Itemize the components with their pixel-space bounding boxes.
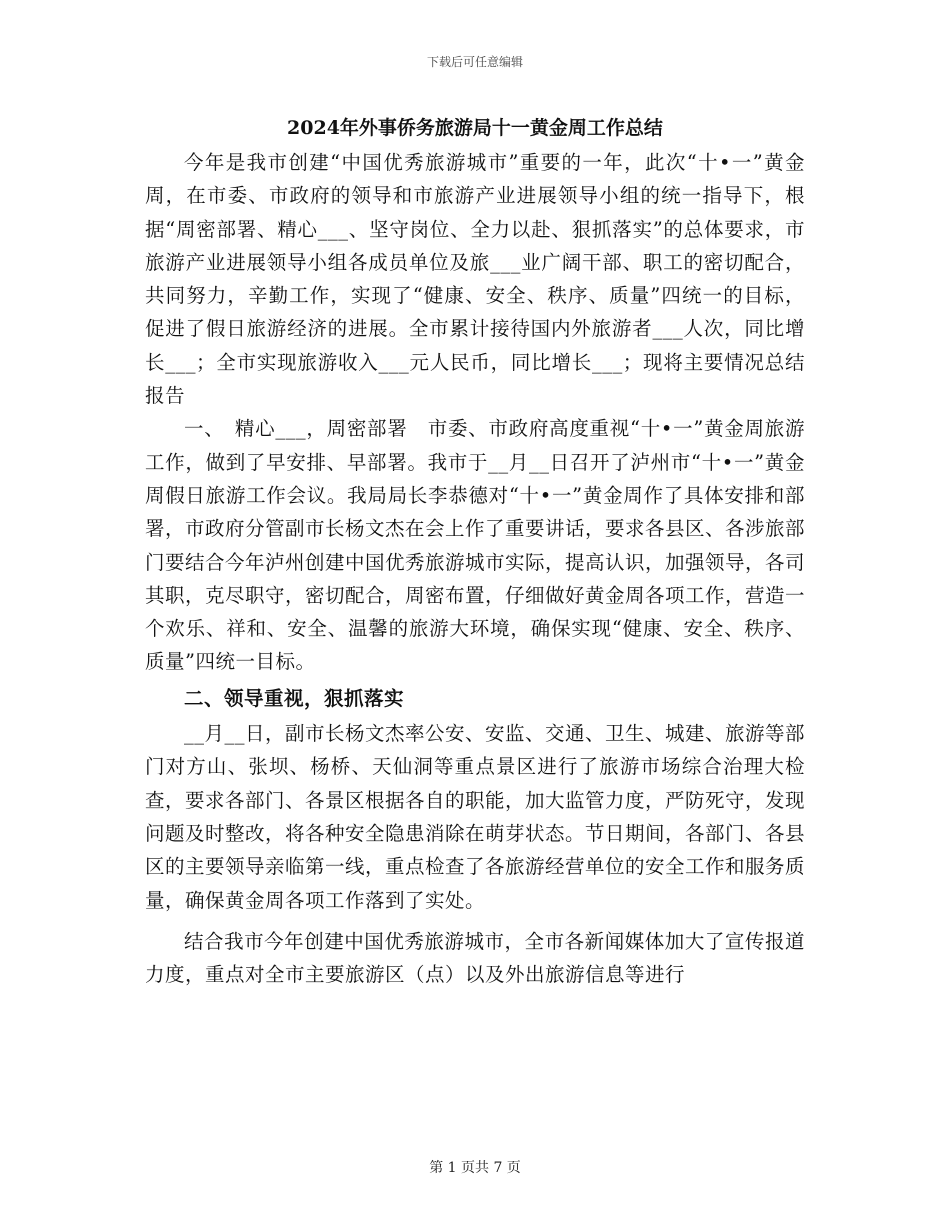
paragraph-section-1: 一、 精心___，周密部署 市委、市政府高度重视“十•一”黄金周旅游工作，做到了早安排、早部署。我市于__月__日召开了泸州市“十•一”黄金周假日旅游工作会议。我局局长李恭德对“十•一”黄金周作了具体安排和部署，市政府分管副市长杨文杰在会上作了重要讲话，要求各县区、各涉旅部门要结合今年泸州创建中国优秀旅游城市实际，提高认识，加强领导，各司其职，克尽职守，密切配合，周密布置，仔细做好黄金周各项工作，营造一个欢乐、祥和、安全、温馨的旅游大环境，确保实现“健康、安全、秩序、质量”四统一目标。 [145,417,806,674]
document-title: 2024年外事侨务旅游局十一黄金周工作总结 [287,117,663,139]
page-number: 第 1 页共 7 页 [429,1160,521,1176]
document-body [145,146,805,991]
paragraph-section-2: __月__日，副市长杨文杰率公安、安监、交通、卫生、城建、旅游等部门对方山、张坝、杨桥、天仙洞等重点景区进行了旅游市场综合治理大检查，要求各部门、各景区根据各自的职能，加大监管力度，严防死守，发现问题及时整改，将各种安全隐患消除在萌芽状态。节日期间，各部门、各县区的主要领导亲临第一线，重点检查了各旅游经营单位的安全工作和服务质量，确保黄金周各项工作落到了实处。 [145,722,806,912]
paragraph-intro: 今年是我市创建“中国优秀旅游城市”重要的一年，此次“十•一”黄金周，在市委、市政府的领导和市旅游产业进展领导小组的统一指导下，根据“周密部署、精心___、坚守岗位、全力以赴、狠抓落实”的总体要求，市旅游产业进展领导小组各成员单位及旅___业广阔干部、职工的密切配合，共同努力，辛勤工作，实现了“健康、安全、秩序、质量”四统一的目标，促进了假日旅游经济的进展。全市累计接待国内外旅游者___人次，同比增长___；全市实现旅游收入___元人民币，同比增长___；现将主要情况总结报告 [145,151,805,408]
section-heading-2: 二、领导重视，狠抓落实 [184,686,405,710]
page-header-note: 下载后可任意编辑 [426,55,523,69]
paragraph-media: 结合我市今年创建中国优秀旅游城市，全市各新闻媒体加大了宣传报道力度，重点对全市主要旅游区（点）以及外出旅游信息等进行 [145,929,805,987]
